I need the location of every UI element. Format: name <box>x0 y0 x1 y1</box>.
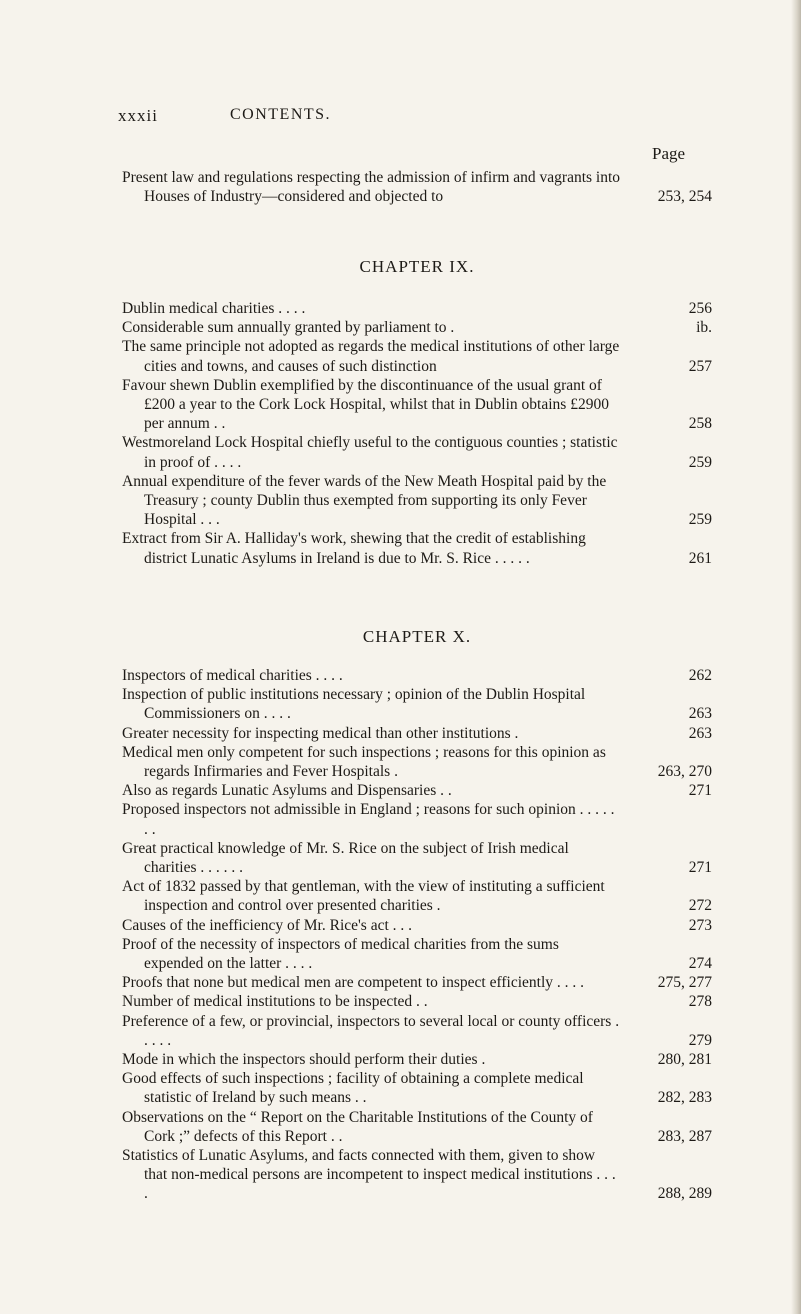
chapter-heading-x: CHAPTER X. <box>362 627 472 646</box>
toc-entry-text: Statistics of Lunatic Asylums, and facts connected with them, given to show that non-medical persons are incompetent to inspect medical institutions . . . . <box>122 1147 616 1203</box>
toc-entry <box>122 992 712 1011</box>
running-title: CONTENTS. <box>230 106 332 123</box>
toc-entry-page: 271 <box>688 782 712 800</box>
toc-entry <box>122 973 712 992</box>
toc-entry <box>122 376 712 434</box>
toc-entry-text: Proofs that none but medical men are competent to inspect efficiently . . . . <box>122 974 584 992</box>
toc-entry-text: Number of medical institutions to be inspected . . <box>122 993 428 1011</box>
page-folio: xxxii <box>118 106 158 125</box>
toc-entry <box>122 877 712 915</box>
toc-entry-text: Mode in which the inspectors should perform their duties . <box>122 1051 486 1069</box>
toc-entry <box>122 935 712 973</box>
toc-entry-page: 262 <box>688 667 712 684</box>
toc-entry <box>122 472 712 530</box>
toc-entry <box>122 1108 712 1146</box>
toc-entry <box>122 916 712 935</box>
chapter-heading-ix: CHAPTER IX. <box>359 257 475 276</box>
toc-entry-text: Also as regards Lunatic Asylums and Dispensaries . . <box>122 782 452 800</box>
toc-entry-page: 283, 287 <box>657 1127 712 1145</box>
toc-entry-text: Inspectors of medical charities . . . . <box>122 667 343 684</box>
toc-entry-text: Extract from Sir A. Halliday's work, shewing that the credit of establishing district Lunatic Asylums in Ireland is due to Mr. S. Rice . . . . . <box>122 530 586 567</box>
toc-entry-page: 258 <box>688 415 712 433</box>
toc-entry-text: Dublin medical charities . . . . <box>122 300 306 317</box>
toc-entry-page: 280, 281 <box>657 1051 712 1069</box>
toc-entry-page: 263 <box>688 724 712 742</box>
toc-entry <box>122 1146 712 1204</box>
toc-entry-page: 273 <box>688 916 712 934</box>
toc-entry-text: Inspection of public institutions necessary ; opinion of the Dublin Hospital Commissioners on . . . . <box>122 686 586 723</box>
toc-entry-text: Favour shewn Dublin exemplified by the discontinuance of the usual grant of £200 a year to the Cork Lock Hospital, whilst that in Dublin obtains £2900 per annum . . <box>122 376 609 433</box>
toc-entry-text: Preference of a few, or provincial, inspectors to several local or county officers . . . . . <box>122 1012 620 1049</box>
toc-entry-text: Greater necessity for inspecting medical than other institutions . <box>122 724 519 742</box>
toc-entry-text: The same principle not adopted as regards the medical institutions of other large cities and towns, and causes of such distinction <box>122 338 620 375</box>
toc-entry <box>122 1012 712 1050</box>
toc-entry-page: ib. <box>696 319 712 337</box>
toc-entry-text: Causes of the inefficiency of Mr. Rice's act . . . <box>122 916 413 934</box>
toc-entry-page: 263, 270 <box>657 763 712 781</box>
toc-entry <box>122 781 712 800</box>
toc-entry-page: 256 <box>688 300 712 317</box>
toc-entry-text: Present law and regulations respecting the admission of infirm and vagrants into Houses of Industry—considered and objected to <box>122 169 621 206</box>
toc-entry <box>122 685 712 723</box>
toc-entry-text: Observations on the “ Report on the Charitable Institutions of the County of Cork ;” defects of this Report . . <box>122 1108 593 1145</box>
toc-entry <box>122 529 712 567</box>
toc-entry-text: Good effects of such inspections ; facility of obtaining a complete medical statistic of Ireland by such means . . <box>122 1070 584 1107</box>
running-head <box>118 106 718 130</box>
toc-entry-page: 257 <box>688 357 712 375</box>
toc-entry-text: Act of 1832 passed by that gentleman, with the view of instituting a sufficient inspection and control over presented charities . <box>122 878 605 915</box>
toc-entry <box>122 724 712 743</box>
toc-entry-page: 263 <box>688 705 712 723</box>
toc-entry-text: Annual expenditure of the fever wards of the New Meath Hospital paid by the Treasury ; county Dublin thus exempted from supporting its only Fever Hospital . . . <box>122 472 607 529</box>
toc-entry <box>122 666 712 685</box>
toc-entry-page: 278 <box>688 993 712 1011</box>
page-edge-shadow <box>791 0 801 1314</box>
toc-entry-text: Proposed inspectors not admissible in England ; reasons for such opinion . . . . . . . <box>122 801 615 838</box>
toc-entry-text: Westmoreland Lock Hospital chiefly useful to the contiguous counties ; statistic in proof of . . . . <box>122 434 618 471</box>
chapter-ix-entries <box>122 299 712 568</box>
toc-entry-page: 259 <box>688 453 712 471</box>
toc-entry <box>122 318 712 337</box>
chapter-x-entries <box>122 666 712 1204</box>
toc-entry-text: Great practical knowledge of Mr. S. Rice on the subject of Irish medical charities . . . . . . <box>122 839 569 877</box>
toc-entry <box>122 433 712 471</box>
toc-entry-page: 288, 289 <box>657 1185 712 1203</box>
toc-entry-page: 272 <box>688 897 712 915</box>
intro-entries <box>122 168 712 206</box>
toc-entry <box>122 299 712 318</box>
toc-entry <box>122 1050 712 1069</box>
toc-entry <box>122 337 712 375</box>
toc-entry-text: Proof of the necessity of inspectors of medical charities from the sums expended on the latter . . . . <box>122 935 559 973</box>
page-column-label: Page <box>652 144 686 163</box>
toc-entry-page: 274 <box>688 955 712 973</box>
toc-entry-page: 279 <box>688 1031 712 1049</box>
toc-entry-page: 259 <box>688 511 712 529</box>
toc-entry-page: 261 <box>688 549 712 567</box>
toc-entry-page: 271 <box>688 859 712 877</box>
toc-entry <box>122 800 712 838</box>
toc-entry <box>122 168 712 206</box>
toc-entry-page: 282, 283 <box>657 1089 712 1107</box>
toc-entry-page: 253, 254 <box>657 188 712 206</box>
toc-entry-page: 275, 277 <box>657 974 712 992</box>
toc-entry-text: Medical men only competent for such inspections ; reasons for this opinion as regards Infirmaries and Fever Hospitals . <box>122 743 606 781</box>
toc-entry-text: Considerable sum annually granted by parliament to . <box>122 319 455 337</box>
toc-entry <box>122 1069 712 1107</box>
toc-entry <box>122 743 712 781</box>
toc-entry <box>122 839 712 877</box>
